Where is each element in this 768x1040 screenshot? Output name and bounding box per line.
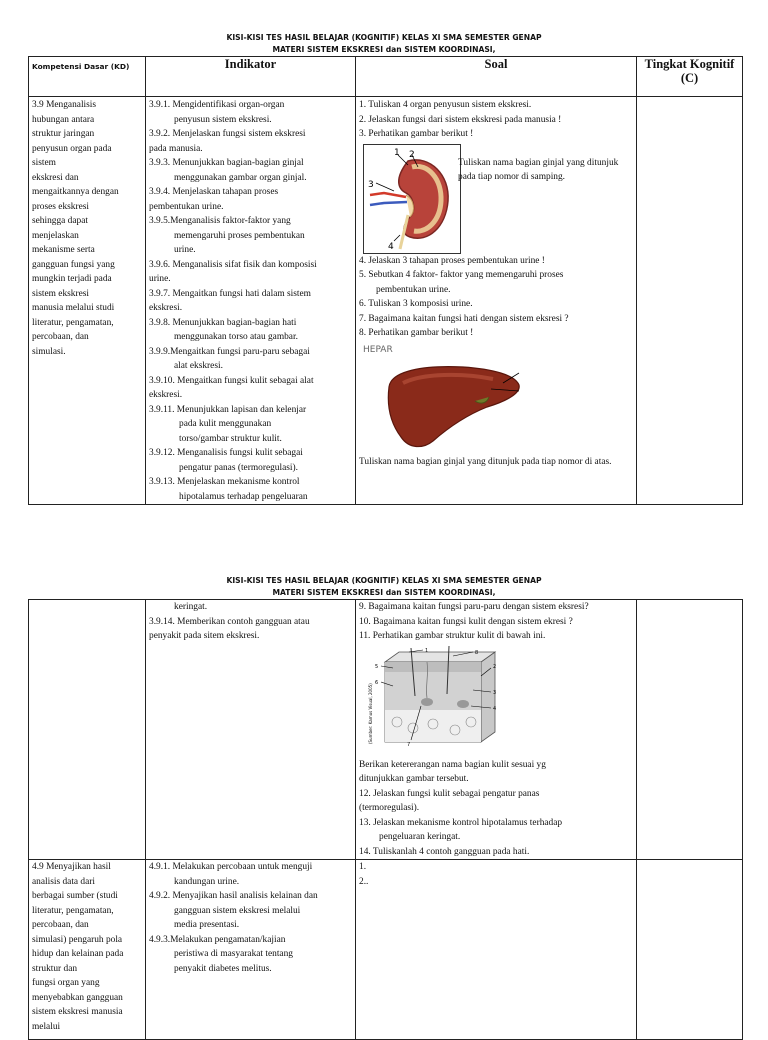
indicator-line: menggunakan torso atau gambar. xyxy=(174,332,298,342)
skin-figure xyxy=(359,646,633,758)
question-10: 10. Bagaimana kaitan fungsi kulit dengan sistem ekresi ? xyxy=(359,616,573,627)
indicator-line: pada manusia. xyxy=(149,143,203,154)
indicator-line: keringat. xyxy=(174,602,208,612)
kd-line: mengaitkannya dengan xyxy=(32,187,119,197)
kd2-line: struktur dan xyxy=(32,963,78,974)
indicator-line: urine. xyxy=(174,245,196,255)
soal2-line: 1. xyxy=(359,862,367,872)
kd-line: mungkin terjadi pada xyxy=(32,274,112,284)
tingkat2-cell xyxy=(637,860,743,1040)
question-6: 6. Tuliskan 3 komposisi urine. xyxy=(359,299,473,309)
indicator-item xyxy=(149,860,352,889)
kd-line: 3.9 Menganalisis xyxy=(32,100,97,110)
kidney-figure-row xyxy=(359,144,633,254)
kd-line: hubungan antara xyxy=(32,114,95,125)
skin-label-4: 4 xyxy=(493,705,497,712)
question-13-cont: pengeluaran keringat. xyxy=(379,832,461,842)
indicator-line: 3.9.7. Mengaitkan fungsi hati dalam sistem xyxy=(149,288,311,299)
soal2-cell xyxy=(356,860,637,1040)
kd-line: manusia melalui studi xyxy=(32,303,115,313)
indicator-item xyxy=(149,258,352,287)
kd-line: menjelaskan xyxy=(32,230,79,241)
page1-table xyxy=(28,56,743,505)
header-indikator: Indikator xyxy=(146,57,356,97)
indicator-line: pada kulit menggunakan xyxy=(179,419,272,429)
indicator-line: pengatur panas (termoregulasi). xyxy=(179,462,298,473)
kd2-line: fungsi organ yang xyxy=(32,978,100,988)
indicator-item xyxy=(149,475,352,504)
indicator-line: gangguan sistem ekskresi melalui xyxy=(174,905,301,916)
indikator-cell-cont xyxy=(146,600,356,860)
question-7: 7. Bagaimana kaitan fungsi hati dengan sistem eksresi ? xyxy=(359,313,569,324)
tingkat-cell-cont xyxy=(637,600,743,860)
indicator-line: 3.9.12. Menganalisis fungsi kulit sebagai xyxy=(149,448,303,458)
indicator-line: ekskresi. xyxy=(149,303,183,313)
skin-label-6: 6 xyxy=(375,679,379,686)
kd2-cell xyxy=(29,860,146,1040)
page1-title-line2: MATERI SISTEM EKSKRESI dan SISTEM KOORDINASI, xyxy=(272,45,496,54)
indicator-item xyxy=(149,127,352,156)
pointer-line xyxy=(376,183,394,191)
kidney-label-2: 2 xyxy=(409,149,415,160)
indicator-line: pembentukan urine. xyxy=(149,201,224,212)
indicator-line: 4.9.1. Melakukan percobaan untuk menguji xyxy=(149,862,313,872)
question-12-cont: (termoregulasi). xyxy=(359,803,420,813)
kd-line: sistem ekskresi xyxy=(32,288,90,299)
indicator-item xyxy=(149,374,352,403)
page1-title-line1: KISI-KISI TES HASIL BELAJAR (KOGNITIF) KELAS XI SMA SEMESTER GENAP xyxy=(226,33,542,42)
liver-shape xyxy=(388,366,519,446)
kidney-question-caption: Tuliskan nama bagian ginjal yang ditunjuk pada tiap nomor di samping. xyxy=(458,157,619,182)
kd-line: literatur, pengamatan, xyxy=(32,317,114,328)
skin-source-text: (Sumber: Kamus Visual, 2005) xyxy=(368,682,373,744)
indicator-item xyxy=(149,185,352,214)
kd2-line: melalui xyxy=(32,1021,61,1032)
kd2-line: menyebabkan gangguan xyxy=(32,992,123,1003)
kd2-line: berbagai sumber (studi xyxy=(32,891,118,901)
indicator-item xyxy=(149,889,352,933)
indicator-line: menggunakan gambar organ ginjal. xyxy=(174,172,307,183)
skin-label-3: 3 xyxy=(493,689,497,696)
kd2-line: literatur, pengamatan, xyxy=(32,905,114,916)
indicator-line: 3.9.10. Mengaitkan fungsi kulit sebagai alat xyxy=(149,375,314,386)
indicator-line: 3.9.6. Menganalisis sifat fisik dan komposisi xyxy=(149,259,317,270)
kd-line: struktur jaringan xyxy=(32,129,95,139)
liver-label: HEPAR xyxy=(363,344,393,355)
indicator-item xyxy=(149,446,352,475)
indicator-line: torso/gambar struktur kulit. xyxy=(179,433,282,444)
indicator-line: 3.9.14. Memberikan contoh gangguan atau xyxy=(149,616,310,627)
kd2-line: 4.9 Menyajikan hasil xyxy=(32,862,111,872)
sweat-gland xyxy=(421,698,433,706)
question-9: 9. Bagaimana kaitan fungsi paru-paru dengan sistem eksresi? xyxy=(359,602,589,612)
indicator-line: media presentasi. xyxy=(174,920,240,930)
skin-label-7: 7 xyxy=(407,741,411,748)
kd-line: ekskresi dan xyxy=(32,172,79,183)
indicator-line: 3.9.5.Menganalisis faktor-faktor yang xyxy=(149,216,291,226)
question-3: 3. Perhatikan gambar berikut ! xyxy=(359,129,474,139)
indikator-cell xyxy=(146,97,356,505)
kd-line: sehingga dapat xyxy=(32,216,88,226)
indicator-item xyxy=(149,97,352,127)
skin-diagram xyxy=(363,646,513,754)
skin-instruction-cont: ditunjukkan gambar tersebut. xyxy=(359,774,469,784)
kidney-label-1: 1 xyxy=(394,147,400,158)
kd2-line: simulasi) pengaruh pola xyxy=(32,934,123,945)
question-5-cont: pembentukan urine. xyxy=(376,284,451,295)
header-kd: Kompetensi Dasar (KD) xyxy=(29,57,146,97)
kidney-diagram xyxy=(363,144,461,254)
soal2-line: 2.. xyxy=(359,876,369,887)
indicator-line: 3.9.4. Menjelaskan tahapan proses xyxy=(149,187,279,197)
kd-cell xyxy=(29,97,146,505)
skin-label-2: 2 xyxy=(493,663,497,670)
renal-artery xyxy=(370,193,406,197)
question-5: 5. Sebutkan 4 faktor- faktor yang memengaruhi proses xyxy=(359,270,564,280)
question-11: 11. Perhatikan gambar struktur kulit di bawah ini. xyxy=(359,631,546,641)
indicator-line: peristiwa di masyarakat tentang xyxy=(174,949,293,959)
kd-cell-cont xyxy=(29,600,146,860)
kd-line: percobaan, dan xyxy=(32,332,89,342)
kd-line: proses ekskresi xyxy=(32,201,90,212)
indicator-item xyxy=(149,316,352,345)
indicator-line: 3.9.9.Mengaitkan fungsi paru-paru sebagai xyxy=(149,346,310,357)
indikator2-cell xyxy=(146,860,356,1040)
kd-line: mekanisme serta xyxy=(32,245,95,255)
indicator-line: penyusun sistem ekskresi. xyxy=(174,114,272,125)
indicator-line: 3.9.1. Mengidentifikasi organ-organ xyxy=(149,100,285,110)
kd2-line: percobaan, dan xyxy=(32,920,89,930)
page2-title-line1: KISI-KISI TES HASIL BELAJAR (KOGNITIF) KELAS XI SMA SEMESTER GENAP xyxy=(226,576,542,585)
liver-figure xyxy=(359,341,633,455)
kd2-line: analisis data dari xyxy=(32,876,95,887)
indicator-line: penyakit pada sitem ekskresi. xyxy=(149,631,260,641)
skin-label-8: 8 xyxy=(475,649,479,656)
indicator-line: 3.9.11. Menunjukkan lapisan dan kelenjar xyxy=(149,404,307,415)
indicator-item xyxy=(149,345,352,374)
indicator-line: ekskresi. xyxy=(149,390,183,400)
kidney-label-4: 4 xyxy=(388,241,394,252)
indicator-line: hipotalamus terhadap pengeluaran xyxy=(179,491,308,502)
question-14: 14. Tuliskanlah 4 contoh gangguan pada hati. xyxy=(359,846,530,857)
indicator-line: 4.9.3.Melakukan pengamatan/kajian xyxy=(149,934,286,945)
question-8: 8. Perhatikan gambar berikut ! xyxy=(359,328,474,338)
renal-vein xyxy=(370,202,407,205)
kd-line: gangguan fungsi yang xyxy=(32,259,115,270)
indicator-item xyxy=(149,933,352,977)
indicator-line: memengaruhi proses pembentukan xyxy=(174,230,305,241)
indicator-line: 4.9.2. Menyajikan hasil analisis kelainan dan xyxy=(149,891,318,901)
indicator-line: 3.9.2. Menjelaskan fungsi sistem ekskresi xyxy=(149,129,306,139)
kidney-label-3: 3 xyxy=(368,179,374,190)
indicator-item xyxy=(149,156,352,185)
question-13: 13. Jelaskan mekanisme kontrol hipotalamus terhadap xyxy=(359,817,563,828)
kd-line: sistem xyxy=(32,158,56,168)
indicator-line: penyakit diabetes melitus. xyxy=(174,963,272,974)
liver-diagram xyxy=(383,361,523,453)
question-1: 1. Tuliskan 4 organ penyusun sistem ekskresi. xyxy=(359,100,532,110)
question-2: 2. Jelaskan fungsi dari sistem ekskresi pada manusia ! xyxy=(359,114,562,125)
skin-label-5: 5 xyxy=(375,663,379,670)
indicator-line: 3.9.8. Menunjukkan bagian-bagian hati xyxy=(149,317,297,328)
skin-block-top xyxy=(385,649,495,662)
kd2-line: hidup dan kelainan pada xyxy=(32,949,124,959)
soal-cell xyxy=(356,97,637,505)
pointer-line xyxy=(394,235,400,241)
indicator-item xyxy=(149,214,352,258)
indicator-line: 3.9.13. Menjelaskan mekanisme kontrol xyxy=(149,477,300,487)
kd2-line: sistem ekskresi manusia xyxy=(32,1007,123,1017)
epidermis-layer xyxy=(385,662,481,672)
question-12: 12. Jelaskan fungsi kulit sebagai pengatur panas xyxy=(359,788,540,799)
kd-line: penyusun organ pada xyxy=(32,143,112,154)
kd-line: simulasi. xyxy=(32,346,66,357)
indicator-line: 3.9.3. Menunjukkan bagian-bagian ginjal xyxy=(149,158,304,168)
header-tingkat: Tingkat Kognitif (C) xyxy=(637,57,743,97)
indicator-line: alat ekskresi. xyxy=(174,361,223,371)
tingkat-cell xyxy=(637,97,743,505)
indicator-line: kandungan urine. xyxy=(174,876,240,887)
indicator-item xyxy=(149,287,352,316)
indicator-line: urine. xyxy=(149,274,171,284)
skin-instruction: Berikan ketererangan nama bagian kulit sesuai yg xyxy=(359,759,546,770)
indicator-item xyxy=(149,403,352,447)
soal-cell-cont xyxy=(356,600,637,860)
header-soal: Soal xyxy=(356,57,637,97)
question-4: 4. Jelaskan 3 tahapan proses pembentukan urine ! xyxy=(359,255,545,266)
page2-table xyxy=(28,599,743,1040)
liver-question-caption: Tuliskan nama bagian ginjal yang ditunjuk pada tiap nomor di atas. xyxy=(359,456,612,467)
subcutis-layer xyxy=(385,710,481,742)
sweat-gland xyxy=(457,700,469,708)
page2-title-line2: MATERI SISTEM EKSKRESI dan SISTEM KOORDINASI, xyxy=(272,588,496,597)
skin-label-1: 1 xyxy=(425,647,429,654)
